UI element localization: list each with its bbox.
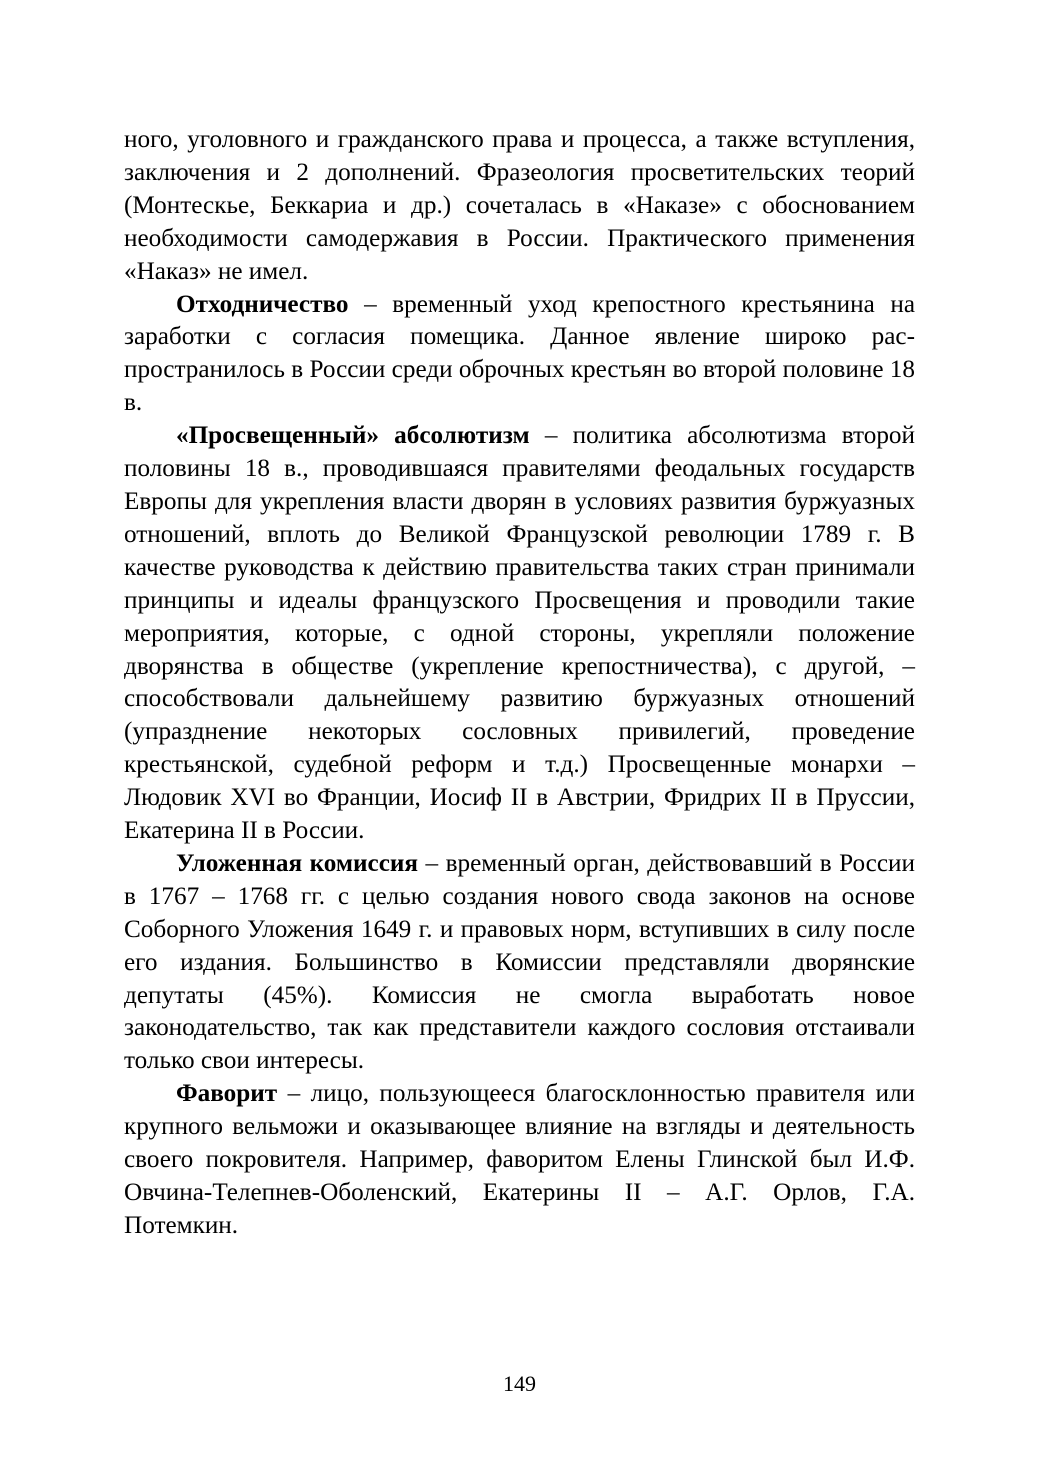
paragraph-continuation <box>124 124 915 289</box>
paragraph-absolutism <box>124 420 915 848</box>
term-commission: Уложенная комиссия <box>176 849 419 877</box>
paragraph-otkhodnichestvo <box>124 289 915 421</box>
paragraph-commission <box>124 848 915 1078</box>
page-body <box>124 124 915 1243</box>
definition-favorite: – лицо, пользующееся благосклонностью правителя или крупного вельможи и оказывающее влияние на взгляды и деятельность своего покровителя. Например, фаворитом Елены Глинской был И.Ф. Овчина-Телепнев-Оболенский, Екатерины II – А.Г. Орлов, Г.А. Потемкин. <box>124 1080 915 1239</box>
definition-commission: – временный орган, действовавший в России в 1767 – 1768 гг. с целью создания нового свода законов на основе Соборного Уложения 1649 г. и правовых норм, вступивших в силу после его издания. Большинство в Комиссии представляли дворянские депутаты (45%). Комиссия не смогла выработать новое законодательство, так как представители каждого сословия отстаивали только свои интересы. <box>124 849 915 1075</box>
paragraph-text: ного, уголовного и гражданского права и процесса, а также вступления, заключения и 2 дополнений. Фразеология просветительских теорий (Монтескье, Беккариа и др.) сочеталась в «Наказе» с обоснованием необходимости самодержавия в России. Практического применения «Наказ» не имел. <box>124 126 915 285</box>
term-favorite: Фаворит <box>176 1080 278 1108</box>
paragraph-favorite <box>124 1078 915 1243</box>
page-number: 149 <box>503 1371 536 1396</box>
term-absolutism: «Просвещенный» абсолютизм <box>176 422 530 450</box>
definition-otkhodnichestvo: – временный уход крепостного крестьянина на заработки с согласия помещика. Данное явление широко распространилось в России среди оброчных крестьян во второй половине 18 в. <box>124 290 915 417</box>
definition-absolutism: – политика абсолютизма второй половины 18 в., проводившаяся правителями феодальных государств Европы для укрепления власти дворян в условиях развития буржуазных отношений, вплоть до Великой Французской революции 1789 г. В качестве руководства к действию правительства таких стран принимали принципы и идеалы французского Просвещения и проводили такие мероприятия, которые, с одной стороны, укрепляли положение дворянства в обществе (укрепление крепостничества), с другой, – способствовали дальнейшему развитию буржуазных отношений (упразднение некоторых сословных привилегий, проведение крестьянской, судебной реформ и т.д.) Просвещенные монархи – Людовик XVI во Франции, Иосиф II в Австрии, Фридрих II в Пруссии, Екатерина II в России. <box>124 422 915 845</box>
term-otkhodnichestvo: Отходничество <box>176 290 349 318</box>
